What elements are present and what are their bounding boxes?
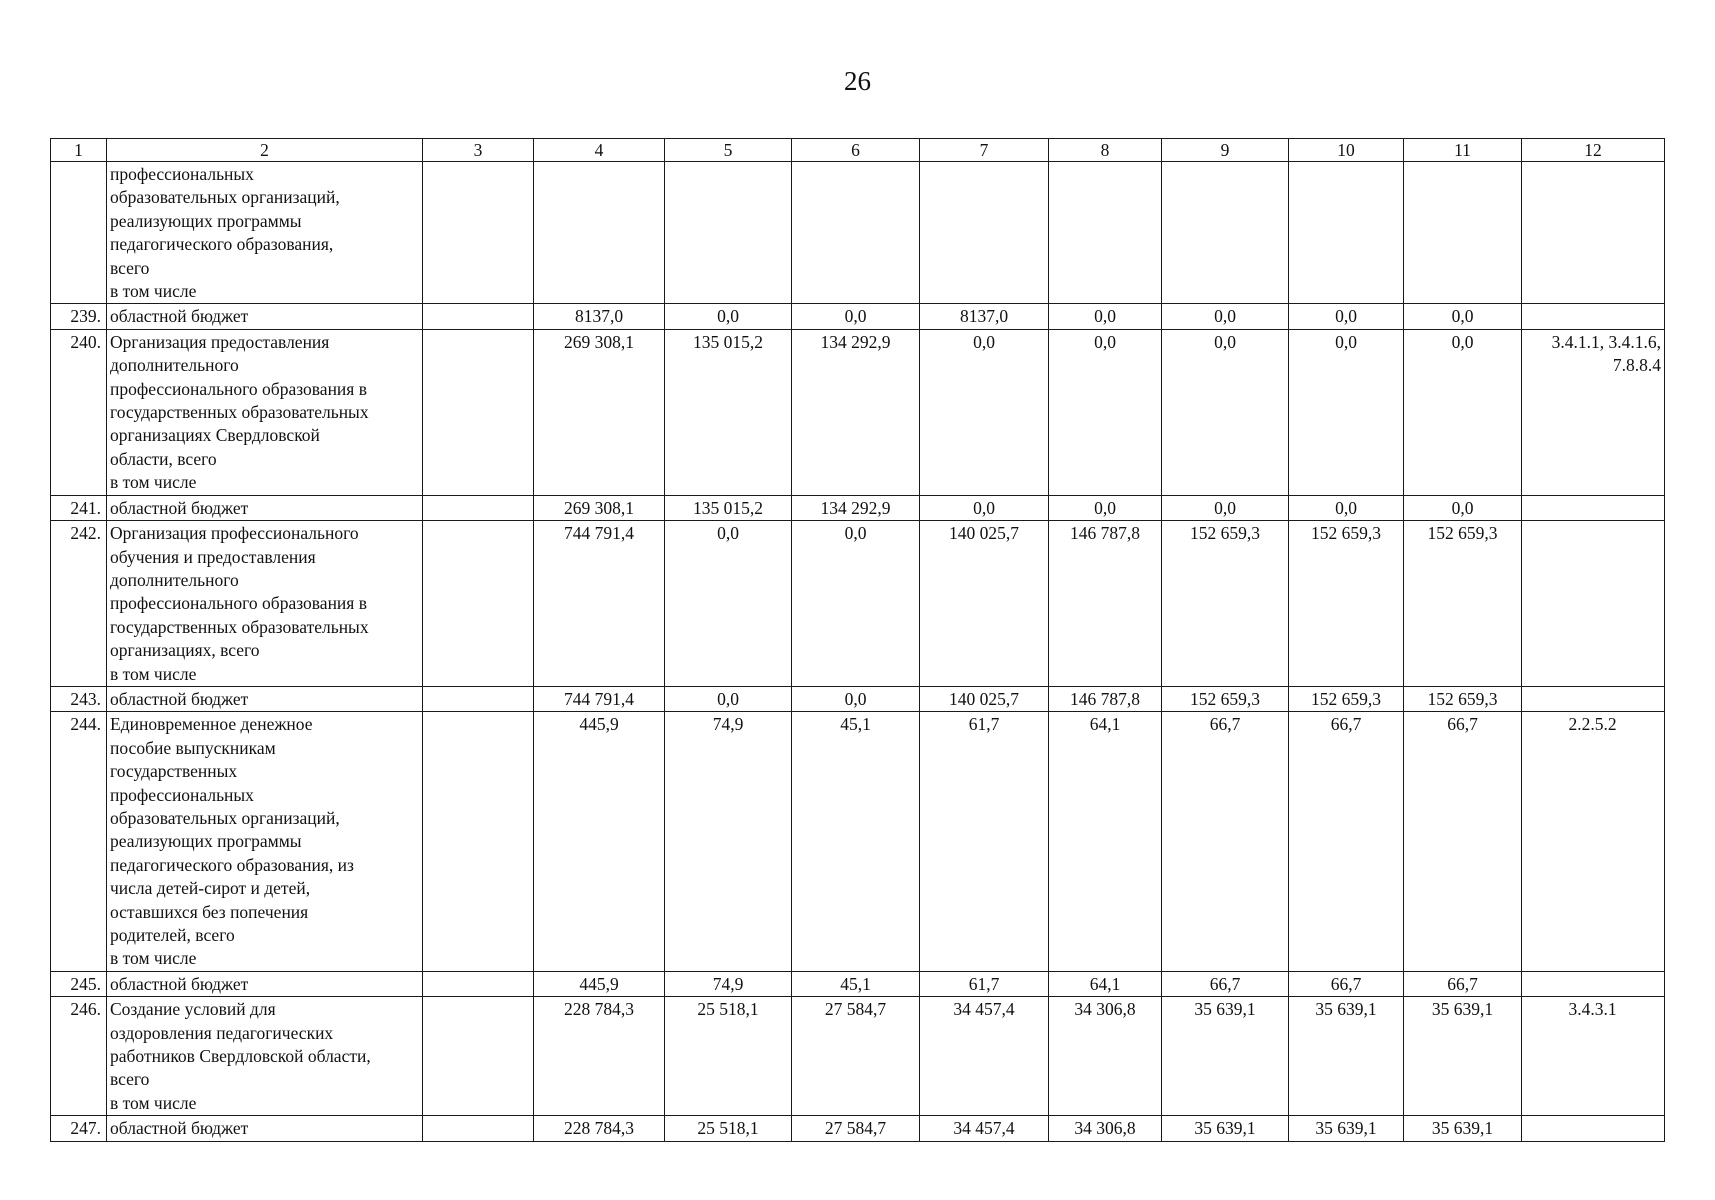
amount-cell bbox=[665, 162, 792, 304]
amount-cell: 152 659,3 bbox=[1404, 686, 1522, 711]
column-3-cell bbox=[423, 495, 534, 520]
target-indicator-code bbox=[1522, 495, 1665, 520]
table-row bbox=[51, 162, 1665, 304]
row-description: областной бюджет bbox=[107, 971, 423, 996]
amount-cell: 140 025,7 bbox=[920, 521, 1049, 687]
row-description: Организация предоставления дополнительного профессионального образования в государственных образовательных организациях Свердловской области, всего в том числе bbox=[107, 329, 423, 495]
amount-cell: 25 518,1 bbox=[665, 1116, 792, 1141]
row-description: Создание условий для оздоровления педагогических работников Свердловской области, всего в том числе bbox=[107, 997, 423, 1116]
column-header: 11 bbox=[1404, 139, 1522, 162]
amount-cell: 66,7 bbox=[1289, 971, 1404, 996]
table-row bbox=[51, 971, 1665, 996]
amount-cell: 64,1 bbox=[1049, 712, 1162, 971]
amount-cell: 0,0 bbox=[665, 686, 792, 711]
column-3-cell bbox=[423, 971, 534, 996]
target-indicator-code bbox=[1522, 686, 1665, 711]
amount-cell bbox=[534, 162, 665, 304]
table-row bbox=[51, 686, 1665, 711]
row-number: 244. bbox=[51, 712, 107, 971]
amount-cell: 35 639,1 bbox=[1162, 1116, 1289, 1141]
amount-cell: 146 787,8 bbox=[1049, 686, 1162, 711]
amount-cell: 34 306,8 bbox=[1049, 1116, 1162, 1141]
amount-cell: 66,7 bbox=[1404, 971, 1522, 996]
column-header: 5 bbox=[665, 139, 792, 162]
row-number: 242. bbox=[51, 521, 107, 687]
page-number: 26 bbox=[844, 66, 871, 96]
amount-cell: 0,0 bbox=[1049, 329, 1162, 495]
amount-cell: 8137,0 bbox=[920, 304, 1049, 329]
table-row bbox=[51, 1116, 1665, 1141]
amount-cell: 228 784,3 bbox=[534, 1116, 665, 1141]
amount-cell: 0,0 bbox=[920, 495, 1049, 520]
column-3-cell bbox=[423, 686, 534, 711]
table-row bbox=[51, 997, 1665, 1116]
amount-cell: 0,0 bbox=[792, 304, 920, 329]
target-indicator-code bbox=[1522, 304, 1665, 329]
amount-cell: 0,0 bbox=[1404, 304, 1522, 329]
row-description: профессиональных образовательных организаций, реализующих программы педагогического образования, всего в том числе bbox=[107, 162, 423, 304]
amount-cell: 35 639,1 bbox=[1289, 997, 1404, 1116]
amount-cell: 27 584,7 bbox=[792, 997, 920, 1116]
amount-cell: 744 791,4 bbox=[534, 686, 665, 711]
amount-cell: 0,0 bbox=[1289, 329, 1404, 495]
amount-cell: 0,0 bbox=[792, 686, 920, 711]
amount-cell: 0,0 bbox=[1162, 329, 1289, 495]
amount-cell: 25 518,1 bbox=[665, 997, 792, 1116]
amount-cell bbox=[1162, 162, 1289, 304]
amount-cell: 74,9 bbox=[665, 712, 792, 971]
amount-cell: 135 015,2 bbox=[665, 329, 792, 495]
amount-cell: 0,0 bbox=[1404, 495, 1522, 520]
table-header-row bbox=[51, 139, 1665, 162]
target-indicator-code: 3.4.1.1, 3.4.1.6, 7.8.8.4 bbox=[1522, 329, 1665, 495]
column-header: 8 bbox=[1049, 139, 1162, 162]
amount-cell: 8137,0 bbox=[534, 304, 665, 329]
column-header: 12 bbox=[1522, 139, 1665, 162]
budget-table bbox=[50, 138, 1665, 1142]
column-3-cell bbox=[423, 1116, 534, 1141]
amount-cell: 135 015,2 bbox=[665, 495, 792, 520]
amount-cell: 152 659,3 bbox=[1289, 686, 1404, 711]
column-header: 2 bbox=[107, 139, 423, 162]
amount-cell: 152 659,3 bbox=[1404, 521, 1522, 687]
amount-cell: 0,0 bbox=[1404, 329, 1522, 495]
amount-cell: 66,7 bbox=[1289, 712, 1404, 971]
amount-cell: 74,9 bbox=[665, 971, 792, 996]
amount-cell: 34 306,8 bbox=[1049, 997, 1162, 1116]
table-row bbox=[51, 329, 1665, 495]
amount-cell: 744 791,4 bbox=[534, 521, 665, 687]
amount-cell: 0,0 bbox=[1162, 495, 1289, 520]
column-3-cell bbox=[423, 162, 534, 304]
column-3-cell bbox=[423, 712, 534, 971]
row-description: Единовременное денежное пособие выпускникам государственных профессиональных образовательных организаций, реализующих программы педагогического образования, из числа детей-сирот и детей, оставшихся без попечения родителей, всего в том числе bbox=[107, 712, 423, 971]
row-number: 247. bbox=[51, 1116, 107, 1141]
amount-cell: 146 787,8 bbox=[1049, 521, 1162, 687]
amount-cell: 35 639,1 bbox=[1404, 997, 1522, 1116]
column-header: 7 bbox=[920, 139, 1049, 162]
column-header: 1 bbox=[51, 139, 107, 162]
column-header: 6 bbox=[792, 139, 920, 162]
amount-cell bbox=[1404, 162, 1522, 304]
amount-cell: 228 784,3 bbox=[534, 997, 665, 1116]
column-3-cell bbox=[423, 521, 534, 687]
amount-cell: 0,0 bbox=[1162, 304, 1289, 329]
amount-cell: 152 659,3 bbox=[1162, 686, 1289, 711]
amount-cell: 0,0 bbox=[1049, 304, 1162, 329]
table-row bbox=[51, 712, 1665, 971]
amount-cell: 445,9 bbox=[534, 712, 665, 971]
amount-cell: 35 639,1 bbox=[1162, 997, 1289, 1116]
target-indicator-code bbox=[1522, 1116, 1665, 1141]
amount-cell: 27 584,7 bbox=[792, 1116, 920, 1141]
target-indicator-code bbox=[1522, 162, 1665, 304]
amount-cell: 66,7 bbox=[1404, 712, 1522, 971]
column-header: 4 bbox=[534, 139, 665, 162]
amount-cell: 0,0 bbox=[792, 521, 920, 687]
amount-cell: 61,7 bbox=[920, 712, 1049, 971]
column-3-cell bbox=[423, 329, 534, 495]
table-row bbox=[51, 521, 1665, 687]
amount-cell: 0,0 bbox=[665, 304, 792, 329]
amount-cell: 134 292,9 bbox=[792, 329, 920, 495]
amount-cell: 445,9 bbox=[534, 971, 665, 996]
row-description: областной бюджет bbox=[107, 686, 423, 711]
column-header: 10 bbox=[1289, 139, 1404, 162]
amount-cell: 0,0 bbox=[1289, 304, 1404, 329]
table-row bbox=[51, 495, 1665, 520]
amount-cell: 34 457,4 bbox=[920, 997, 1049, 1116]
amount-cell: 0,0 bbox=[1049, 495, 1162, 520]
amount-cell: 66,7 bbox=[1162, 971, 1289, 996]
amount-cell: 152 659,3 bbox=[1289, 521, 1404, 687]
amount-cell: 0,0 bbox=[665, 521, 792, 687]
target-indicator-code: 2.2.5.2 bbox=[1522, 712, 1665, 971]
target-indicator-code bbox=[1522, 971, 1665, 996]
amount-cell: 269 308,1 bbox=[534, 495, 665, 520]
amount-cell: 61,7 bbox=[920, 971, 1049, 996]
amount-cell: 269 308,1 bbox=[534, 329, 665, 495]
amount-cell bbox=[1289, 162, 1404, 304]
column-header: 3 bbox=[423, 139, 534, 162]
amount-cell: 34 457,4 bbox=[920, 1116, 1049, 1141]
row-description: областной бюджет bbox=[107, 304, 423, 329]
row-description: областной бюджет bbox=[107, 1116, 423, 1141]
amount-cell bbox=[792, 162, 920, 304]
row-description: Организация профессионального обучения и предоставления дополнительного профессионального образования в государственных образовательных организациях, всего в том числе bbox=[107, 521, 423, 687]
amount-cell: 0,0 bbox=[920, 329, 1049, 495]
row-number: 239. bbox=[51, 304, 107, 329]
row-description: областной бюджет bbox=[107, 495, 423, 520]
row-number: 245. bbox=[51, 971, 107, 996]
row-number: 246. bbox=[51, 997, 107, 1116]
column-3-cell bbox=[423, 304, 534, 329]
amount-cell: 66,7 bbox=[1162, 712, 1289, 971]
row-number: 240. bbox=[51, 329, 107, 495]
amount-cell: 152 659,3 bbox=[1162, 521, 1289, 687]
amount-cell: 45,1 bbox=[792, 712, 920, 971]
table-row bbox=[51, 304, 1665, 329]
row-number bbox=[51, 162, 107, 304]
amount-cell bbox=[1049, 162, 1162, 304]
column-3-cell bbox=[423, 997, 534, 1116]
amount-cell: 0,0 bbox=[1289, 495, 1404, 520]
amount-cell bbox=[920, 162, 1049, 304]
row-number: 241. bbox=[51, 495, 107, 520]
target-indicator-code: 3.4.3.1 bbox=[1522, 997, 1665, 1116]
column-header: 9 bbox=[1162, 139, 1289, 162]
amount-cell: 35 639,1 bbox=[1404, 1116, 1522, 1141]
amount-cell: 134 292,9 bbox=[792, 495, 920, 520]
amount-cell: 64,1 bbox=[1049, 971, 1162, 996]
amount-cell: 35 639,1 bbox=[1289, 1116, 1404, 1141]
amount-cell: 45,1 bbox=[792, 971, 920, 996]
row-number: 243. bbox=[51, 686, 107, 711]
amount-cell: 140 025,7 bbox=[920, 686, 1049, 711]
target-indicator-code bbox=[1522, 521, 1665, 687]
